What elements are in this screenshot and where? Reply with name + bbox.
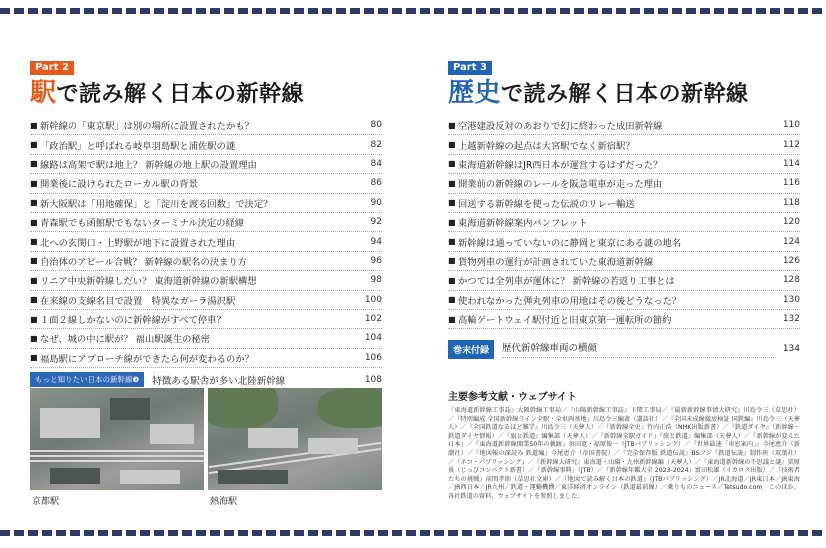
toc-row[interactable] bbox=[448, 252, 800, 271]
toc-row[interactable] bbox=[30, 213, 382, 232]
bullet-icon: ■ bbox=[30, 353, 38, 363]
toc-row[interactable] bbox=[30, 310, 382, 329]
part3-title bbox=[448, 78, 800, 110]
toc-row[interactable] bbox=[30, 116, 382, 135]
toc-page-number: 112 bbox=[782, 139, 800, 150]
toc-title: 開業前の新幹線のレールを阪急電車が走った理由 bbox=[458, 179, 663, 191]
toc-title: 「政治駅」と呼ばれる岐阜羽島駅と浦佐駅の謎 bbox=[40, 140, 236, 152]
bullet-icon: ■ bbox=[30, 120, 38, 130]
bullet-icon: ■ bbox=[448, 275, 456, 285]
toc-title: 東海道新幹線はJR西日本が運営するはずだった？ bbox=[458, 159, 663, 171]
toc-row[interactable] bbox=[30, 135, 382, 154]
toc-row[interactable] bbox=[448, 116, 800, 135]
toc-page-number: 106 bbox=[364, 352, 382, 363]
toc-row[interactable] bbox=[448, 174, 800, 193]
toc-title: 空港建設反対のあおりで幻に終わった成田新幹線 bbox=[458, 121, 663, 133]
references-title: 主要参考文献・ウェブサイト bbox=[448, 392, 577, 403]
toc-title: かつては全列車が運休に？ 新幹線の若返り工事とは bbox=[458, 276, 675, 288]
bullet-icon: ■ bbox=[448, 314, 456, 324]
bullet-icon: ■ bbox=[448, 120, 456, 130]
toc-page-number: 94 bbox=[370, 236, 382, 247]
column-page-number: 108 bbox=[364, 374, 382, 385]
part3-badge: Part 3 bbox=[448, 61, 492, 75]
toc-page-number: 90 bbox=[370, 197, 382, 208]
bullet-icon: ■ bbox=[448, 159, 456, 169]
toc-row[interactable] bbox=[448, 291, 800, 310]
toc-page-number: 126 bbox=[782, 255, 800, 266]
atami-station-photo bbox=[208, 388, 382, 490]
toc-page-number: 100 bbox=[364, 294, 382, 305]
toc-title: なぜ、城の中に駅が？ 福山駅誕生の秘密 bbox=[40, 334, 211, 346]
toc-title: 自治体のアピール合戦？ 新幹線の駅名の決まり方 bbox=[40, 256, 247, 268]
toc-row[interactable] bbox=[30, 271, 382, 290]
bullet-icon: ■ bbox=[448, 198, 456, 208]
bullet-icon: ■ bbox=[448, 295, 456, 305]
bullet-icon: ■ bbox=[30, 275, 38, 285]
toc-row[interactable] bbox=[30, 329, 382, 348]
toc-page-number: 102 bbox=[364, 314, 382, 325]
toc-title: 新大阪駅は「用地確保」と「淀川を渡る回数」で決定？ bbox=[40, 198, 273, 210]
bullet-icon: ■ bbox=[30, 159, 38, 169]
toc-page-number: 84 bbox=[370, 158, 382, 169]
toc-title: 新幹線の「東京駅」は別の場所に設置されたかも？ bbox=[40, 121, 254, 133]
top-dashed-border bbox=[0, 8, 826, 14]
part2-toc bbox=[30, 116, 382, 389]
bullet-icon: ■ bbox=[30, 314, 38, 324]
toc-title: 青森駅でも函館駅でもないターミナル決定の経緯 bbox=[40, 218, 245, 230]
toc-title: 在来線の支線名目で設置 特異なガーラ湯沢駅 bbox=[40, 295, 236, 307]
toc-title: 高輪ゲートウェイ駅付近と旧東京第一運転所の節約 bbox=[458, 315, 672, 327]
toc-page-number: 130 bbox=[782, 294, 800, 305]
bullet-icon: ■ bbox=[30, 333, 38, 343]
kyoto-station-photo bbox=[30, 388, 204, 490]
toc-title: 北への玄関口・上野駅が地下に設置された理由 bbox=[40, 237, 236, 249]
atami-caption: 熱海駅 bbox=[210, 497, 238, 507]
bullet-icon: ■ bbox=[30, 237, 38, 247]
bullet-icon: ■ bbox=[448, 256, 456, 266]
toc-row[interactable] bbox=[30, 291, 382, 310]
references-section bbox=[448, 388, 800, 502]
toc-title: 開業後に設けられたローカル駅の背景 bbox=[40, 179, 198, 191]
toc-row[interactable] bbox=[30, 174, 382, 193]
toc-title: １面２線しかないのに新幹線がすべて停車？ bbox=[40, 315, 226, 327]
bullet-icon: ■ bbox=[448, 178, 456, 188]
toc-page-number: 104 bbox=[364, 333, 382, 344]
toc-page-number: 82 bbox=[370, 139, 382, 150]
toc-page-number: 118 bbox=[782, 197, 800, 208]
toc-row[interactable] bbox=[30, 155, 382, 174]
toc-row[interactable] bbox=[448, 213, 800, 232]
toc-row[interactable] bbox=[448, 310, 800, 329]
part3-title-rest: で読み解く日本の新幹線 bbox=[501, 82, 749, 107]
toc-page-number: 96 bbox=[370, 255, 382, 266]
toc-title: 線路は高架で駅は地上？ 新幹線の地上駅の設置理由 bbox=[40, 159, 257, 171]
bullet-icon: ■ bbox=[30, 256, 38, 266]
bullet-icon: ■ bbox=[448, 237, 456, 247]
toc-row[interactable] bbox=[448, 194, 800, 213]
bullet-icon: ■ bbox=[30, 140, 38, 150]
appendix-page-number: 134 bbox=[782, 344, 800, 355]
toc-row[interactable] bbox=[30, 252, 382, 271]
toc-title: 福島駅にアプローチ線ができたら何が変わるのか？ bbox=[40, 353, 254, 365]
toc-page-number: 116 bbox=[782, 178, 800, 189]
part3-title-accent: 歴史 bbox=[448, 78, 502, 108]
part2-title-accent: 駅 bbox=[30, 78, 57, 108]
toc-title: リニア中央新幹線しだい？ 東海道新幹線の新駅構想 bbox=[40, 276, 257, 288]
toc-title: 東海道新幹線案内パンフレット bbox=[458, 218, 588, 230]
toc-page-number: 110 bbox=[782, 120, 800, 131]
toc-page-number: 120 bbox=[782, 217, 800, 228]
toc-title: 回送する新幹線を使った伝説のリレー輸送 bbox=[458, 198, 635, 210]
toc-title: 上越新幹線の起点は大宮駅でなく新宿駅？ bbox=[458, 140, 635, 152]
toc-page-number: 86 bbox=[370, 178, 382, 189]
appendix-row[interactable] bbox=[448, 339, 800, 359]
toc-title: 貨物列車の運行が計画されていた東海道新幹線 bbox=[458, 256, 654, 268]
toc-row[interactable] bbox=[448, 135, 800, 154]
toc-row[interactable] bbox=[448, 271, 800, 290]
column-title: 特徴ある駅舎が多い北陸新幹線 bbox=[152, 375, 286, 387]
toc-row[interactable] bbox=[448, 155, 800, 174]
bullet-icon: ■ bbox=[30, 217, 38, 227]
references-body: 『東海道新幹線工事誌』大阪幹線工事局／『山陽新幹線工事誌』下関工事局／『最新新幹線事情大研究』川島令三（草思社）／『特別編成 全国新幹線ライン全駅・全車両基地』川島令三編著（講談社）／『全国未成線徹底検証 国鉄編』川島令三（天夢人）／『全国鉄道なるほど雑学』川島令三（天夢人）／『新幹線全史』竹内正浩（NHK出版新書）／『鉄道ダイヤ』（新幹線・鉄道ダイヤ情報）／『旅と鉄道』編集部（天夢人）／『新幹線全駅ガイド』『旅と鉄道』編集部（天夢人）／『新幹線が変えた日本』／『東海道新幹線開業50年の軌跡』須田寛・福原俊一（JTBパブリッシング）／『世界最速「車窓案内」』今尾恵介（新潮社）／『地図帳の深読み 鉄道編』今尾恵介（帝国書院）／『完全保存版 鉄道伝説』BSフジ『鉄道伝説』制作班（双葉社）／『ネコ・パブリッシング』／『新幹線大研究』東海道・山陽・九州新幹線編（天夢人）／『東海道新幹線の不思議と謎』栗原景（じっぴコンパクト新書）／『新幹線事典』（JTB）／『新幹線年鑑大全 2023-2024』富田松雄（イカロス出版）／『技術者たちの挑戦』前間孝則（草思社文庫）／『地図で読み解く日本の鉄道』（JTBパブリッシング）／JR北海道／JR東日本／JR東海／JR西日本／JR九州／鉄道・運輸機構／東洋経済オンライン（鉄道最前線）／乗りものニュース／Tetsudo.com このほか、各社鉄道の資料、ウェブサイトを参照しました。 bbox=[448, 407, 800, 500]
toc-row[interactable] bbox=[30, 232, 382, 251]
part3-section bbox=[448, 55, 800, 359]
appendix-badge: 巻末付録 bbox=[448, 340, 494, 359]
bullet-icon: ■ bbox=[448, 140, 456, 150]
toc-page-number: 98 bbox=[370, 275, 382, 286]
toc-page-number: 114 bbox=[782, 158, 800, 169]
toc-title: 使われなかった弾丸列車の用地はその後どうなった？ bbox=[458, 295, 682, 307]
column-label: もっと知りたい日本の新幹線❸ bbox=[30, 372, 144, 387]
toc-page-number: 124 bbox=[782, 236, 800, 247]
bullet-icon: ■ bbox=[448, 217, 456, 227]
toc-row[interactable] bbox=[30, 194, 382, 213]
part2-title bbox=[30, 78, 382, 110]
toc-page-number: 128 bbox=[782, 275, 800, 286]
bullet-icon: ■ bbox=[30, 198, 38, 208]
bottom-dashed-border bbox=[0, 530, 826, 536]
part3-toc bbox=[448, 116, 800, 329]
toc-title: 新幹線は通っていないのに静岡と東京にある謎の地名 bbox=[458, 237, 682, 249]
bullet-icon: ■ bbox=[30, 295, 38, 305]
column-row[interactable] bbox=[30, 370, 382, 389]
toc-page-number: 80 bbox=[370, 120, 382, 131]
toc-row[interactable] bbox=[448, 232, 800, 251]
kyoto-caption: 京都駅 bbox=[32, 497, 60, 507]
bullet-icon: ■ bbox=[30, 178, 38, 188]
part2-badge: Part 2 bbox=[30, 61, 74, 75]
toc-page-number: 132 bbox=[782, 314, 800, 325]
appendix-title: 歴代新幹線車両の横顔 bbox=[502, 341, 776, 358]
toc-page-number: 92 bbox=[370, 217, 382, 228]
toc-row[interactable] bbox=[30, 349, 382, 368]
part2-section bbox=[30, 55, 382, 389]
part2-title-rest: で読み解く日本の新幹線 bbox=[56, 82, 305, 107]
